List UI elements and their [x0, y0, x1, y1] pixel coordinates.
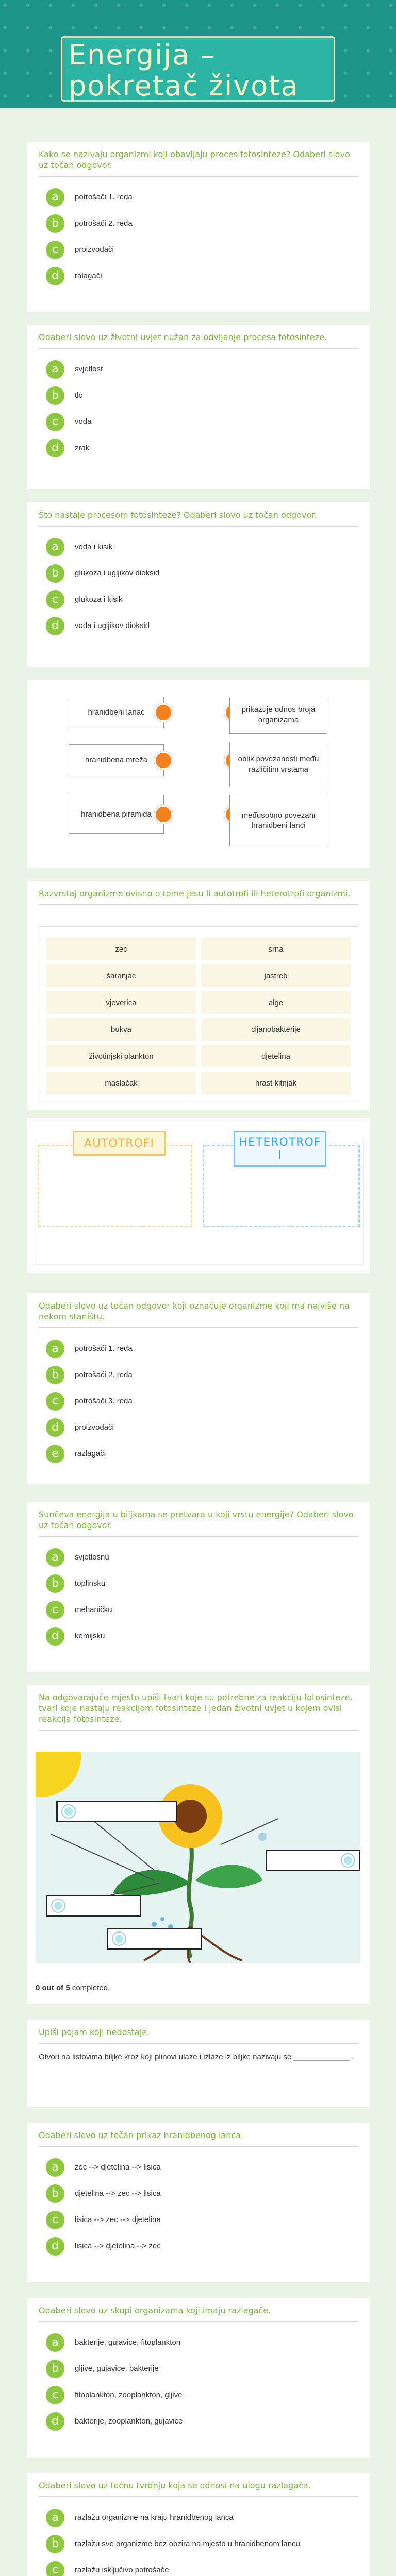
- option-badge: b: [46, 386, 64, 405]
- option-a[interactable]: [27, 184, 370, 210]
- option-b[interactable]: [27, 560, 370, 586]
- sort-item[interactable]: hrast kitnjak: [201, 1072, 351, 1094]
- option-label: potrošači 1. reda: [75, 1344, 133, 1353]
- sort-item[interactable]: bukva: [46, 1018, 196, 1041]
- match-connector-dot[interactable]: [154, 751, 173, 770]
- option-badge: b: [46, 1366, 64, 1384]
- option-c[interactable]: [27, 2207, 370, 2233]
- option-label: zrak: [75, 444, 90, 452]
- divider: [39, 2146, 358, 2147]
- sort-item[interactable]: cijanobakterije: [201, 1018, 351, 1041]
- question-text: Upiši pojam koji nedostaje.: [39, 2027, 150, 2037]
- sort-item[interactable]: zec: [46, 938, 196, 960]
- option-label: razlažu sve organizme bez obzira na mjesto u hranidbenom lancu: [75, 2539, 300, 2548]
- photosynthesis-card: [27, 1685, 370, 2004]
- option-label: svjetlosnu: [75, 1553, 109, 1562]
- option-label: proizvođači: [75, 1423, 114, 1432]
- option-c[interactable]: [27, 2557, 370, 2576]
- question-card-1: [27, 142, 370, 312]
- option-badge: b: [46, 2360, 64, 2378]
- option-label: fitoplankton, zooplankton, gljive: [75, 2391, 183, 2399]
- options-list: [27, 2329, 370, 2434]
- question-text: Odaberi slovo uz točan odgovor koji označuje organizme koji ma najviše na nekom staništu.: [39, 1301, 350, 1321]
- score-suffix: completed.: [70, 1984, 110, 1992]
- question-card-10: [27, 2298, 370, 2458]
- blank-input[interactable]: _____________ .: [293, 2053, 354, 2061]
- answer-marker[interactable]: [113, 1933, 125, 1945]
- answer-marker[interactable]: [62, 1805, 75, 1818]
- option-label: lisica --> djetelina --> zec: [75, 2242, 161, 2250]
- match-connector-dot[interactable]: [154, 703, 173, 722]
- option-label: zec --> djetelina --> lisica: [75, 2163, 161, 2172]
- option-badge: a: [46, 1548, 64, 1567]
- option-label: bakterije, zooplankton, gujavice: [75, 2417, 183, 2426]
- option-badge: d: [46, 439, 64, 457]
- divider: [39, 1536, 358, 1537]
- option-badge: d: [46, 2237, 64, 2256]
- options-list: [27, 356, 370, 461]
- option-badge: c: [46, 241, 64, 259]
- question-card-8: [27, 2020, 370, 2107]
- autotrofi-label: AUTOTROFI: [73, 1131, 166, 1156]
- option-label: razlagači: [75, 1449, 106, 1458]
- sort-item[interactable]: maslačak: [46, 1072, 196, 1094]
- sort-item[interactable]: šaranjac: [46, 964, 196, 987]
- option-b[interactable]: [27, 1362, 370, 1388]
- option-badge: e: [46, 1445, 64, 1463]
- question-text: Na odgovarajuće mjesto upiši tvari koje su potrebne za reakciju fotosinteze, tvari koje nastaju reakcijom fotosinteze i jedan životni uvjet u kojem ovisi reakcija fotosinteze.: [39, 1692, 353, 1724]
- option-badge: a: [46, 188, 64, 207]
- match-connector-dot[interactable]: [154, 805, 173, 824]
- completion-status: [36, 1984, 110, 1992]
- option-b[interactable]: [27, 1570, 370, 1597]
- options-list: [27, 534, 370, 639]
- question-card-2: [27, 325, 370, 489]
- title-box: [61, 36, 335, 102]
- option-a[interactable]: [27, 2504, 370, 2531]
- option-label: potrošači 1. reda: [75, 193, 133, 201]
- heterotrofi-label: HETEROTROF I: [234, 1131, 326, 1167]
- option-a[interactable]: [27, 2329, 370, 2355]
- option-badge: c: [46, 2561, 64, 2576]
- option-label: ralagači: [75, 272, 102, 280]
- divider: [39, 1730, 358, 1731]
- option-b[interactable]: [27, 382, 370, 409]
- option-label: gljive, gujavice, bakterije: [75, 2364, 159, 2373]
- option-badge: b: [46, 2535, 64, 2553]
- option-badge: b: [46, 214, 64, 233]
- divider: [39, 1327, 358, 1328]
- option-label: potrošači 2. reda: [75, 219, 133, 228]
- option-d[interactable]: [27, 2408, 370, 2434]
- question-card-5: [27, 1293, 370, 1484]
- option-label: kemijsku: [75, 1632, 105, 1640]
- option-c[interactable]: [27, 236, 370, 263]
- divider: [39, 348, 358, 349]
- option-label: tlo: [75, 391, 83, 400]
- option-label: djetelina --> zec --> lisica: [75, 2189, 161, 2198]
- match-right-item[interactable]: prikazuje odnos broja organizama: [229, 697, 327, 734]
- match-right-item[interactable]: međusobno povezani hranidbeni lanci: [229, 795, 327, 846]
- option-e[interactable]: [27, 1440, 370, 1467]
- question-text: Razvrstaj organizme ovisno o tome jesu li autotrofi ili heterotrofi organizmi.: [39, 889, 351, 899]
- page-title: Energija – pokretač života: [69, 39, 299, 102]
- option-label: voda i kisik: [75, 543, 113, 551]
- question-text: Sunčeva energija u biljkama se pretvara u koji vrstu energije? Odaberi slovo uz točan odgovor.: [39, 1510, 354, 1530]
- option-badge: c: [46, 2211, 64, 2229]
- question-card-6: [27, 1502, 370, 1672]
- matching-card: [27, 680, 370, 868]
- option-badge: c: [46, 2386, 64, 2404]
- answer-marker[interactable]: [342, 1854, 354, 1867]
- option-label: voda: [75, 417, 92, 426]
- option-a[interactable]: [27, 1335, 370, 1362]
- divider: [39, 176, 358, 177]
- sun-icon: [36, 1752, 81, 1797]
- question-card-11: [27, 2473, 370, 2576]
- option-badge: a: [46, 1340, 64, 1358]
- option-a[interactable]: [27, 356, 370, 382]
- sort-item[interactable]: jastreb: [201, 964, 351, 987]
- option-d[interactable]: [27, 1414, 370, 1440]
- question-text: Odaberi slovo uz točnu tvrdnju koja se odnosi na ulogu razlagača.: [39, 2481, 311, 2490]
- option-b[interactable]: [27, 2180, 370, 2207]
- autotrofi-drop-zone[interactable]: [38, 1145, 192, 1227]
- answer-marker[interactable]: [52, 1900, 64, 1912]
- question-text: Odaberi slovo uz skupi organizama koji imaju razlagače.: [39, 2306, 271, 2315]
- option-c[interactable]: [27, 1388, 370, 1414]
- option-c[interactable]: [27, 1597, 370, 1623]
- option-d[interactable]: [27, 435, 370, 461]
- divider: [39, 526, 358, 527]
- option-badge: d: [46, 2412, 64, 2431]
- match-left-item[interactable]: hranidbeni lanac: [69, 697, 164, 728]
- option-b[interactable]: [27, 210, 370, 236]
- option-badge: b: [46, 564, 64, 583]
- arrow-icon: [221, 1819, 278, 1844]
- sort-item[interactable]: djetelina: [201, 1045, 351, 1067]
- photosynthesis-diagram: [36, 1752, 360, 1963]
- option-d[interactable]: [27, 263, 370, 289]
- option-label: svjetlost: [75, 365, 103, 374]
- option-badge: a: [46, 538, 64, 556]
- option-badge: d: [46, 1627, 64, 1646]
- question-card-3: [27, 502, 370, 667]
- option-badge: d: [46, 267, 64, 285]
- divider: [39, 2496, 358, 2497]
- option-label: glukoza i kisik: [75, 595, 123, 604]
- option-b[interactable]: [27, 2355, 370, 2382]
- option-label: potrošači 3. reda: [75, 1397, 133, 1405]
- fill-sentence: [27, 2051, 370, 2063]
- option-badge: a: [46, 2509, 64, 2527]
- option-badge: d: [46, 1418, 64, 1437]
- divider: [39, 2321, 358, 2322]
- sort-card: [27, 881, 370, 1110]
- match-left-item[interactable]: hranidbena mreža: [69, 744, 164, 776]
- question-text: Što nastaje procesom fotosinteze? Odaberi slovo uz točan odgovor.: [39, 510, 317, 520]
- option-label: potrošači 2. reda: [75, 1370, 133, 1379]
- option-d[interactable]: [27, 1623, 370, 1649]
- option-c[interactable]: [27, 586, 370, 613]
- match-right-item[interactable]: oblik povezanosti među različitim vrstama: [229, 742, 327, 787]
- option-label: bakterije, gujavice, fitoplankton: [75, 2338, 181, 2347]
- option-a[interactable]: [27, 1544, 370, 1570]
- sort-item[interactable]: životinjski plankton: [46, 1045, 196, 1067]
- header-banner: [0, 0, 396, 108]
- options-list: [27, 184, 370, 289]
- option-label: lisica --> zec --> djetelina: [75, 2215, 161, 2224]
- option-c[interactable]: [27, 409, 370, 435]
- option-label: razlažu isključivo potrošače: [75, 2566, 169, 2574]
- option-label: voda i ugljikov dioksid: [75, 621, 150, 630]
- option-badge: a: [46, 2158, 64, 2177]
- divider: [39, 2043, 358, 2044]
- option-badge: c: [46, 590, 64, 609]
- options-list: [27, 1335, 370, 1467]
- options-list: [27, 2504, 370, 2576]
- option-label: toplinsku: [75, 1579, 106, 1588]
- option-c[interactable]: [27, 2382, 370, 2408]
- sentence-text: Otvori na listovima biljke kroz koji plinovi ulaze i izlaze iz biljke nazivaju se: [39, 2053, 292, 2061]
- option-badge: b: [46, 1574, 64, 1593]
- option-d[interactable]: [27, 2233, 370, 2259]
- option-label: glukoza i ugljikov dioksid: [75, 569, 160, 578]
- option-badge: c: [46, 1601, 64, 1619]
- match-left-item[interactable]: hranidbena piramida: [69, 795, 164, 834]
- bins-card: [27, 1118, 370, 1273]
- sort-item[interactable]: alge: [201, 991, 351, 1014]
- option-badge: b: [46, 2184, 64, 2203]
- leaf-icon: [195, 1865, 262, 1888]
- option-badge: a: [46, 360, 64, 379]
- sort-item[interactable]: srna: [201, 938, 351, 960]
- score-value: 0 out of 5: [36, 1984, 70, 1992]
- option-badge: a: [46, 2333, 64, 2352]
- option-badge: d: [46, 617, 64, 635]
- option-label: razlažu organizme na kraju hranidbenog lanca: [75, 2513, 234, 2522]
- option-a[interactable]: [27, 534, 370, 560]
- option-d[interactable]: [27, 613, 370, 639]
- option-label: mehaničku: [75, 1605, 112, 1614]
- options-list: [27, 2154, 370, 2259]
- question-text: Odaberi slovo uz točan prikaz hranidbenog lanca.: [39, 2130, 244, 2140]
- divider: [39, 904, 358, 905]
- sort-item[interactable]: vjeverica: [46, 991, 196, 1014]
- question-text: Odaberi slovo uz životni uvjet nužan za odvijanje procesa fotosinteze.: [39, 332, 327, 342]
- question-text: Kako se nazivaju organizmi koji obavljaju proces fotosinteze? Odaberi slovo uz točan odgovor.: [39, 149, 350, 170]
- option-a[interactable]: [27, 2154, 370, 2180]
- question-card-9: [27, 2123, 370, 2282]
- option-badge: c: [46, 413, 64, 431]
- option-badge: c: [46, 1392, 64, 1411]
- option-label: proizvođači: [75, 245, 114, 254]
- option-b[interactable]: [27, 2531, 370, 2557]
- options-list: [27, 1544, 370, 1649]
